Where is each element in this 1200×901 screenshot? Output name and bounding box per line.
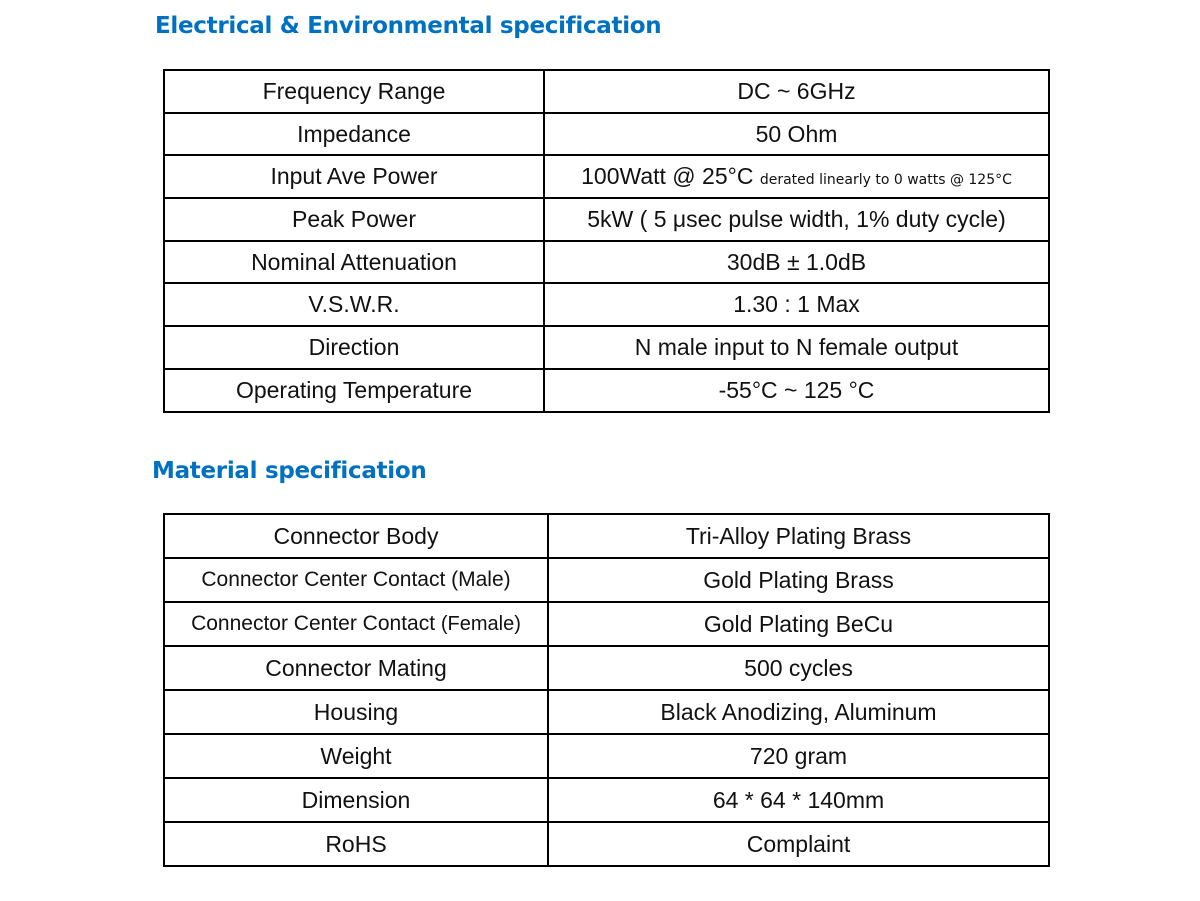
param-center-contact-female-cell (164, 602, 548, 646)
value-nominal-attenuation: 30dB ± 1.0dB (544, 241, 1049, 284)
param-center-contact-female-suffix: (Female) (440, 613, 521, 635)
table-row (164, 734, 1049, 778)
value-input-ave-power: 100Watt @ 25°C (581, 163, 754, 190)
param-rohs: RoHS (164, 822, 548, 866)
param-dimension: Dimension (164, 778, 548, 822)
electrical-spec-table (163, 69, 1050, 413)
param-peak-power: Peak Power (164, 198, 544, 241)
param-direction: Direction (164, 326, 544, 369)
value-center-contact-male: Gold Plating Brass (548, 558, 1049, 602)
table-row (164, 646, 1049, 690)
material-spec-heading: Material specification (152, 458, 427, 484)
value-input-ave-power-cell (544, 155, 1049, 198)
param-input-ave-power: Input Ave Power (164, 155, 544, 198)
table-row (164, 326, 1049, 369)
table-row (164, 369, 1049, 412)
value-direction: N male input to N female output (544, 326, 1049, 369)
param-center-contact-male: Connector Center Contact (Male) (164, 558, 548, 602)
param-connector-mating: Connector Mating (164, 646, 548, 690)
value-connector-mating: 500 cycles (548, 646, 1049, 690)
value-vswr: 1.30 : 1 Max (544, 283, 1049, 326)
table-row (164, 283, 1049, 326)
derating-note: derated linearly to 0 watts @ 125°C (759, 172, 1012, 189)
param-frequency-range: Frequency Range (164, 70, 544, 113)
value-dimension: 64 * 64 * 140mm (548, 778, 1049, 822)
param-housing: Housing (164, 690, 548, 734)
param-center-contact-female: Connector Center Contact (191, 612, 436, 635)
value-impedance: 50 Ohm (544, 113, 1049, 156)
table-row (164, 778, 1049, 822)
param-impedance: Impedance (164, 113, 544, 156)
table-row (164, 155, 1049, 198)
value-frequency-range: DC ~ 6GHz (544, 70, 1049, 113)
param-operating-temperature: Operating Temperature (164, 369, 544, 412)
table-row (164, 241, 1049, 284)
param-weight: Weight (164, 734, 548, 778)
table-row (164, 70, 1049, 113)
param-connector-body: Connector Body (164, 514, 548, 558)
param-nominal-attenuation: Nominal Attenuation (164, 241, 544, 284)
value-center-contact-female: Gold Plating BeCu (548, 602, 1049, 646)
table-row (164, 690, 1049, 734)
table-row (164, 198, 1049, 241)
value-peak-power: 5kW ( 5 μsec pulse width, 1% duty cycle) (544, 198, 1049, 241)
table-row (164, 514, 1049, 558)
table-row (164, 558, 1049, 602)
table-row (164, 602, 1049, 646)
value-housing: Black Anodizing, Aluminum (548, 690, 1049, 734)
value-connector-body: Tri-Alloy Plating Brass (548, 514, 1049, 558)
value-weight: 720 gram (548, 734, 1049, 778)
value-rohs: Complaint (548, 822, 1049, 866)
material-spec-table (163, 513, 1050, 867)
table-row (164, 113, 1049, 156)
param-vswr: V.S.W.R. (164, 283, 544, 326)
table-row (164, 822, 1049, 866)
value-operating-temperature: -55°C ~ 125 °C (544, 369, 1049, 412)
electrical-spec-heading: Electrical & Environmental specification (155, 13, 662, 39)
